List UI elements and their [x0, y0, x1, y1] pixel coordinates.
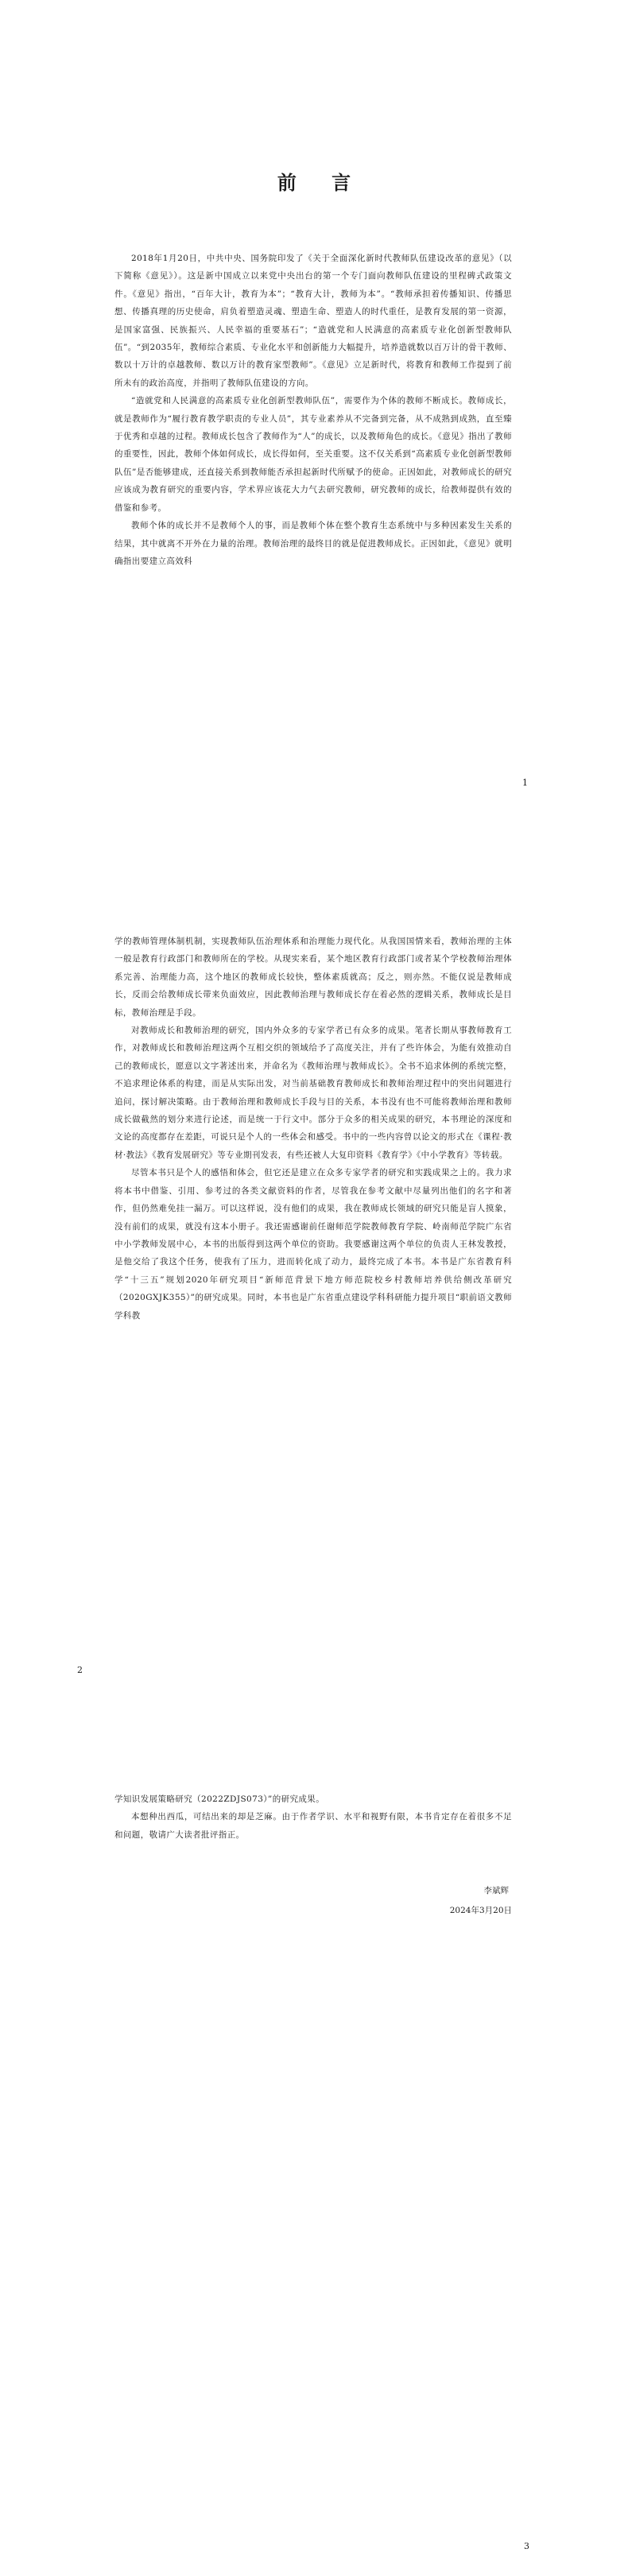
page-1 — [0, 0, 628, 859]
page-2-body — [114, 933, 512, 1325]
page-number: 3 — [524, 2541, 529, 2551]
page-1-body — [114, 250, 512, 570]
paragraph: 教师个体的成长并不是教师个人的事，而是教师个体在整个教育生态系统中与多种因素发生关系的结果，其中就离不开外在力量的治理。教师治理的最终目的就是促进教师成长。正因如此，《意见》就明确指出要建立高效科 — [114, 521, 512, 566]
page-3-body — [114, 1790, 512, 1844]
author-signature: 李斌辉 — [483, 1886, 509, 1895]
paragraph: 本想种出西瓜，可结出来的却是芝麻。由于作者学识、水平和视野有限，本书肯定存在着很多不足和问题，敬请广大读者批评指正。 — [114, 1812, 512, 1840]
paragraph: “造就党和人民满意的高素质专业化创新型教师队伍”，需要作为个体的教师不断成长。教师成长，就是教师作为“履行教育教学职责的专业人员”，其专业素养从不完备到完备，从不成熟到成熟，直至臻于优秀和卓越的过程。教师成长包含了教师作为“人”的成长，以及教师角色的成长。《意见》指出了教师的重要性，因此，教师个体如何成长，成长得如何，至关重要。这不仅关系到“高素质专业化创新型教师队伍”是否能够建成，还直接关系到教师能否承担起新时代所赋予的使命。正因如此，对教师成长的研究应该成为教育研究的重要内容，学术界应该花大力气去研究教师，研究教师的成长，给教师提供有效的借鉴和参考。 — [114, 396, 512, 513]
page-title: 前 言 — [277, 171, 366, 194]
page-number: 2 — [77, 1665, 83, 1675]
paragraph: 尽管本书只是个人的感悟和体会，但它还是建立在众多专家学者的研究和实践成果之上的。我力求将本书中借鉴、引用、参考过的各类文献资料的作者，尽管我在参考文献中尽量列出他们的名字和著作，但仍然难免挂一漏万。可以这样说，没有他们的成果，我在教师成长领域的研究只能是盲人摸象，没有前们的成果，就没有这本小册子。我还需感谢前任谢师范学院教师教育学院、岭南师范学院广东省中小学教师发展中心，本书的出版得到这两个单位的资助。我要感谢这两个单位的负责人王林发教授，是他交给了我这个任务，使我有了压力，进而转化成了动力，最终完成了本书。本书是广东省教育科学“十三五”规划2020年研究项目“新师范背景下地方师范院校乡村教师培养供给侧改革研究（2020GXJK355）”的研究成果。同时，本书也是广东省重点建设学科科研能力提升项目“职前语文教师学科教 — [114, 1168, 512, 1321]
page-3 — [0, 1717, 628, 2576]
signature-date: 2024年3月20日 — [449, 1906, 512, 1915]
paragraph-continued: 学知识发展策略研究（2022ZDJS073）”的研究成果。 — [114, 1794, 325, 1804]
paragraph: 对教师成长和教师治理的研究，国内外众多的专家学者已有众多的成果。笔者长期从事教师教育工作，对教师成长和教师治理这两个互相交织的领域给予了高度关注，并有了些许体会，为能有效推动自己的教师成长，愿意以文字著述出来，并命名为《教师治理与教师成长》。全书不追求体例的系统完整，不追求理论体系的构建，而是从实际出发，对当前基础教育教师成长和教师治理过程中的突出问题进行追问，探讨解决策略。由于教师治理和教师成长手段与目的关系，本书没有也不可能将教师治理和教师成长做截然的划分来进行论述，而是统一于行文中。部分于众多的相关成果的研究，本书理论的深度和文论的高度都存在差距，可说只是个人的一些体会和感受。书中的一些内容曾以论文的形式在《课程·教材·教法》《教育发展研究》等专业期刊发表，有些还被人大复印资料《教育学》《中小学教育》等转载。 — [114, 1026, 512, 1160]
page-number: 1 — [522, 778, 528, 788]
paragraph-continued: 学的教师管理体制机制，实现教师队伍治理体系和治理能力现代化。从我国国情来看，教师治理的主体一般是教育行政部门和教师所在的学校。从现实来看，某个地区教育行政部门或者某个学校教师治理体系完善、治理能力高，这个地区的教师成长较快，整体素质就高；反之，则亦然。不能仅说是教师成长，反而会给教师成长带来负面效应，因此教师治理与教师成长存在着必然的逻辑关系，教师成长是目标，教师治理是手段。 — [114, 937, 512, 1018]
paragraph: 2018年1月20日，中共中央、国务院印发了《关于全面深化新时代教师队伍建设改革的意见》（以下简称《意见》）。这是新中国成立以来党中央出台的第一个专门面向教师队伍建设的里程碑式政策文件。《意见》指出，“百年大计，教育为本”；“教育大计，教师为本”。“教师承担着传播知识、传播思想、传播真理的历史使命，肩负着塑造灵魂、塑造生命、塑造人的时代重任，是教育发展的第一资源，是国家富强、民族振兴、人民幸福的重要基石”；“造就党和人民满意的高素质专业化创新型教师队伍”。“到2035年，教师综合素质、专业化水平和创新能力大幅提升，培养造就数以百万计的骨干教师、数以十万计的卓越教师、数以万计的教育家型教师”。《意见》立足新时代，将教育和教师工作提到了前所未有的政治高度，并指明了教师队伍建设的方向。 — [114, 254, 512, 388]
page-2 — [0, 859, 628, 1717]
